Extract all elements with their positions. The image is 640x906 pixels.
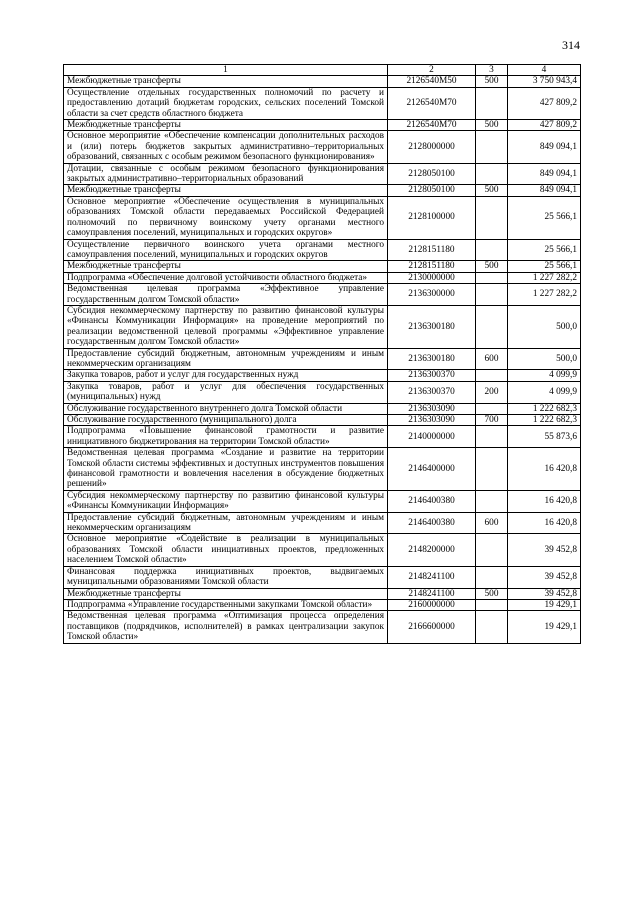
row-code-cell: 2136300000 xyxy=(388,284,476,306)
row-name-cell: Осуществление первичного воинского учета органами местного самоуправления поселений, муниципальных и городских округов xyxy=(64,239,388,261)
table-row xyxy=(64,284,581,306)
row-code-cell: 2128151180 xyxy=(388,239,476,261)
table-row xyxy=(64,512,581,534)
row-name-cell: Межбюджетные трансферты xyxy=(64,588,388,599)
row-expense-type-cell: 200 xyxy=(476,381,508,403)
row-name-cell: Ведомственная целевая программа «Создание и развитие на территории Томской области системы эффективных и доступных инструментов повышения финансовой грамотности и вовлечения населения в обсуждение бюджетных решений» xyxy=(64,448,388,491)
page-number: 314 xyxy=(562,38,580,52)
table-row xyxy=(64,448,581,491)
column-header-4: 4 xyxy=(508,65,581,76)
row-name-cell: Межбюджетные трансферты xyxy=(64,185,388,196)
row-name-cell: Основное мероприятие «Обеспечение осуществления в муниципальных образованиях Томской области передаваемых Российской Федерацией полномочий по первичному воинскому учету органами местного самоуправления поселений, муниципальных и городских округов» xyxy=(64,196,388,239)
row-amount-cell: 849 094,1 xyxy=(508,131,581,163)
table-row xyxy=(64,185,581,196)
row-name-cell: Осуществление отдельных государственных полномочий по расчету и предоставлению дотаций бюджетам городских, сельских поселений Томской области за счет средств областного бюджета xyxy=(64,87,388,119)
row-amount-cell: 849 094,1 xyxy=(508,163,581,185)
row-name-cell: Подпрограмма «Обеспечение долговой устойчивости областного бюджета» xyxy=(64,272,388,283)
row-expense-type-cell xyxy=(476,284,508,306)
row-name-cell: Ведомственная целевая программа «Оптимизация процесса определения поставщиков (подрядчиков, исполнителей) в рамках централизации закупок Томской области» xyxy=(64,611,388,643)
row-expense-type-cell: 500 xyxy=(476,120,508,131)
row-amount-cell: 25 566,1 xyxy=(508,196,581,239)
row-expense-type-cell xyxy=(476,599,508,610)
row-name-cell: Межбюджетные трансферты xyxy=(64,120,388,131)
table-row xyxy=(64,87,581,119)
table-row xyxy=(64,261,581,272)
row-amount-cell: 1 222 682,3 xyxy=(508,415,581,426)
row-name-cell: Подпрограмма «Управление государственными закупками Томской области» xyxy=(64,599,388,610)
row-expense-type-cell xyxy=(476,196,508,239)
row-amount-cell: 16 420,8 xyxy=(508,448,581,491)
table-row xyxy=(64,426,581,448)
row-name-cell: Предоставление субсидий бюджетным, автономным учреждениям и иным некоммерческим организациям xyxy=(64,348,388,370)
row-name-cell: Закупка товаров, работ и услуг для обеспечения государственных (муниципальных) нужд xyxy=(64,381,388,403)
row-expense-type-cell xyxy=(476,490,508,512)
row-amount-cell: 19 429,1 xyxy=(508,611,581,643)
row-amount-cell: 500,0 xyxy=(508,348,581,370)
table-row xyxy=(64,566,581,588)
row-expense-type-cell xyxy=(476,131,508,163)
row-code-cell: 2128050100 xyxy=(388,185,476,196)
row-name-cell: Ведомственная целевая программа «Эффективное управление государственным долгом Томской области» xyxy=(64,284,388,306)
row-amount-cell: 1 222 682,3 xyxy=(508,403,581,414)
row-code-cell: 2126540M70 xyxy=(388,120,476,131)
row-expense-type-cell xyxy=(476,403,508,414)
row-amount-cell: 39 452,8 xyxy=(508,566,581,588)
row-code-cell: 2126540M50 xyxy=(388,76,476,87)
row-amount-cell: 19 429,1 xyxy=(508,599,581,610)
row-amount-cell: 16 420,8 xyxy=(508,512,581,534)
row-expense-type-cell: 500 xyxy=(476,76,508,87)
row-code-cell: 2148200000 xyxy=(388,534,476,566)
row-expense-type-cell: 600 xyxy=(476,512,508,534)
row-expense-type-cell xyxy=(476,566,508,588)
row-amount-cell: 25 566,1 xyxy=(508,261,581,272)
table-row xyxy=(64,403,581,414)
row-code-cell: 2126540M70 xyxy=(388,87,476,119)
table-row xyxy=(64,305,581,348)
row-amount-cell: 3 750 943,4 xyxy=(508,76,581,87)
row-expense-type-cell xyxy=(476,611,508,643)
row-expense-type-cell: 700 xyxy=(476,415,508,426)
column-header-3: 3 xyxy=(476,65,508,76)
row-name-cell: Обслуживание государственного внутреннего долга Томской области xyxy=(64,403,388,414)
row-name-cell: Субсидия некоммерческому партнерству по развитию финансовой культуры «Финансы Коммуникации Информация» xyxy=(64,490,388,512)
budget-table xyxy=(63,64,581,644)
row-amount-cell: 55 873,6 xyxy=(508,426,581,448)
column-header-2: 2 xyxy=(388,65,476,76)
table-row xyxy=(64,490,581,512)
row-name-cell: Субсидия некоммерческому партнерству по развитию финансовой культуры «Финансы Коммуникации Информация» на проведение мероприятий по реализации ведомственной целевой программы «Эффективное управление государственным долгом Томской области» xyxy=(64,305,388,348)
row-code-cell: 2160000000 xyxy=(388,599,476,610)
row-name-cell: Закупка товаров, работ и услуг для государственных нужд xyxy=(64,370,388,381)
row-code-cell: 2136300180 xyxy=(388,305,476,348)
row-amount-cell: 4 099,9 xyxy=(508,370,581,381)
row-code-cell: 2166600000 xyxy=(388,611,476,643)
row-code-cell: 2128151180 xyxy=(388,261,476,272)
column-header-1: 1 xyxy=(64,65,388,76)
row-name-cell: Основное мероприятие «Содействие в реализации в муниципальных образованиях Томской области инициативных проектов, предложенных населением Томской области» xyxy=(64,534,388,566)
table-row xyxy=(64,131,581,163)
row-name-cell: Основное мероприятие «Обеспечение компенсации дополнительных расходов и (или) потерь бюджетов закрытых административно–территориальных образований, связанных с особым режимом безопасного функционирования» xyxy=(64,131,388,163)
table-row xyxy=(64,239,581,261)
row-amount-cell: 849 094,1 xyxy=(508,185,581,196)
row-expense-type-cell xyxy=(476,534,508,566)
row-code-cell: 2128000000 xyxy=(388,131,476,163)
row-expense-type-cell: 600 xyxy=(476,348,508,370)
row-expense-type-cell: 500 xyxy=(476,185,508,196)
row-name-cell: Финансовая поддержка инициативных проектов, выдвигаемых муниципальными образованиями Томской области xyxy=(64,566,388,588)
row-name-cell: Предоставление субсидий бюджетным, автономным учреждениям и иным некоммерческим организациям xyxy=(64,512,388,534)
table-row xyxy=(64,196,581,239)
table-row xyxy=(64,120,581,131)
table-row xyxy=(64,599,581,610)
row-code-cell: 2136303090 xyxy=(388,415,476,426)
row-amount-cell: 4 099,9 xyxy=(508,381,581,403)
table-row xyxy=(64,611,581,643)
row-name-cell: Подпрограмма «Повышение финансовой грамотности и развитие инициативного бюджетирования на территории Томской области» xyxy=(64,426,388,448)
row-name-cell: Межбюджетные трансферты xyxy=(64,261,388,272)
row-amount-cell: 427 809,2 xyxy=(508,87,581,119)
row-amount-cell: 1 227 282,2 xyxy=(508,284,581,306)
row-amount-cell: 39 452,8 xyxy=(508,588,581,599)
row-code-cell: 2146400000 xyxy=(388,448,476,491)
row-amount-cell: 1 227 282,2 xyxy=(508,272,581,283)
table-row xyxy=(64,588,581,599)
row-code-cell: 2130000000 xyxy=(388,272,476,283)
row-expense-type-cell: 500 xyxy=(476,588,508,599)
row-name-cell: Дотации, связанные с особым режимом безопасного функционирования закрытых административно–территориальных образований xyxy=(64,163,388,185)
row-code-cell: 2128050100 xyxy=(388,163,476,185)
table-body xyxy=(64,65,581,644)
row-code-cell: 2136300180 xyxy=(388,348,476,370)
row-code-cell: 2148241100 xyxy=(388,588,476,599)
row-code-cell: 2148241100 xyxy=(388,566,476,588)
row-code-cell: 2146400380 xyxy=(388,512,476,534)
row-code-cell: 2136303090 xyxy=(388,403,476,414)
row-expense-type-cell: 500 xyxy=(476,261,508,272)
row-expense-type-cell xyxy=(476,163,508,185)
row-code-cell: 2146400380 xyxy=(388,490,476,512)
row-amount-cell: 500,0 xyxy=(508,305,581,348)
table-row xyxy=(64,348,581,370)
table-row xyxy=(64,272,581,283)
row-expense-type-cell xyxy=(476,426,508,448)
row-amount-cell: 16 420,8 xyxy=(508,490,581,512)
table-header-row xyxy=(64,65,581,76)
row-expense-type-cell xyxy=(476,272,508,283)
row-name-cell: Обслуживание государственного (муниципального) долга xyxy=(64,415,388,426)
table-row xyxy=(64,76,581,87)
row-code-cell: 2136300370 xyxy=(388,370,476,381)
table-row xyxy=(64,370,581,381)
row-code-cell: 2128100000 xyxy=(388,196,476,239)
row-name-cell: Межбюджетные трансферты xyxy=(64,76,388,87)
row-amount-cell: 39 452,8 xyxy=(508,534,581,566)
row-expense-type-cell xyxy=(476,239,508,261)
row-amount-cell: 427 809,2 xyxy=(508,120,581,131)
row-expense-type-cell xyxy=(476,305,508,348)
row-code-cell: 2136300370 xyxy=(388,381,476,403)
table-row xyxy=(64,534,581,566)
table-row xyxy=(64,415,581,426)
row-expense-type-cell xyxy=(476,370,508,381)
row-expense-type-cell xyxy=(476,448,508,491)
table-row xyxy=(64,163,581,185)
row-expense-type-cell xyxy=(476,87,508,119)
row-code-cell: 2140000000 xyxy=(388,426,476,448)
row-amount-cell: 25 566,1 xyxy=(508,239,581,261)
table-row xyxy=(64,381,581,403)
